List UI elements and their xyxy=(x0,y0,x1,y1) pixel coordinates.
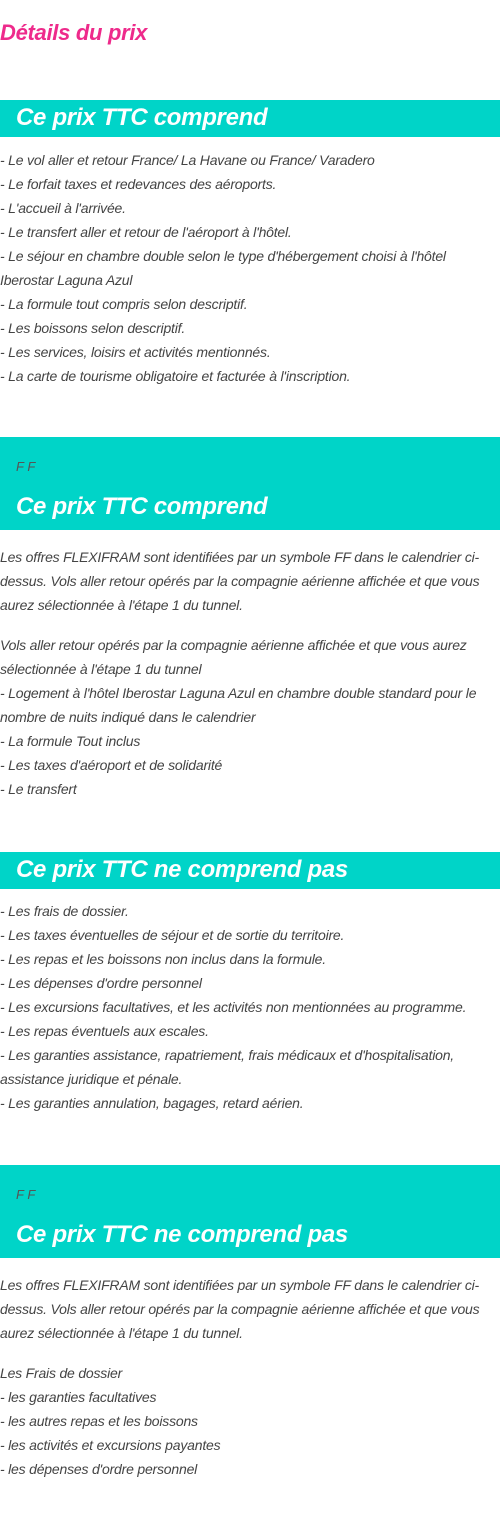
text-line: - La formule Tout inclus xyxy=(0,733,141,749)
section-content xyxy=(0,1273,500,1481)
text-line: - Les taxes éventuelles de séjour et de sortie du territoire. xyxy=(0,927,345,943)
section-heading: Ce prix TTC comprend xyxy=(16,493,268,520)
flexifram-tag: F F xyxy=(16,1187,36,1202)
paragraph xyxy=(0,1273,500,1345)
paragraph xyxy=(0,899,500,1115)
text-line: - Le forfait taxes et redevances des aéroports. xyxy=(0,176,277,192)
section-flexifram-excludes xyxy=(0,1165,500,1481)
text-line: Vols aller retour opérés par la compagnie aérienne affichée et que vous aurez xyxy=(0,637,467,653)
text-line: - L'accueil à l'arrivée. xyxy=(0,200,126,216)
section-content xyxy=(0,148,500,388)
text-line: - Les repas et les boissons non inclus dans la formule. xyxy=(0,951,326,967)
text-line: - Les excursions facultatives, et les activités non mentionnées au programme. xyxy=(0,999,467,1015)
section-banner xyxy=(0,1165,500,1258)
page-title: Détails du prix xyxy=(0,20,148,45)
text-line: dessus. Vols aller retour opérés par la compagnie aérienne affichée et que vous xyxy=(0,1301,480,1317)
text-line: - La formule tout compris selon descriptif. xyxy=(0,296,248,312)
text-line: - Les frais de dossier. xyxy=(0,903,129,919)
text-line: Les offres FLEXIFRAM sont identifiées par un symbole FF dans le calendrier ci- xyxy=(0,549,480,565)
text-line: dessus. Vols aller retour opérés par la compagnie aérienne affichée et que vous xyxy=(0,573,480,589)
text-line: - Le vol aller et retour France/ La Havane ou France/ Varadero xyxy=(0,152,375,168)
text-line: - les dépenses d'ordre personnel xyxy=(0,1461,198,1477)
text-line: - Le séjour en chambre double selon le type d'hébergement choisi à l'hôtel xyxy=(0,248,446,264)
paragraph xyxy=(0,1361,500,1481)
text-line: aurez sélectionnée à l'étape 1 du tunnel. xyxy=(0,1325,243,1341)
section-heading: Ce prix TTC ne comprend pas xyxy=(16,856,348,883)
section-banner xyxy=(0,100,500,137)
text-line: - Les dépenses d'ordre personnel xyxy=(0,975,202,991)
text-line: - Les services, loisirs et activités mentionnés. xyxy=(0,344,271,360)
text-line: assistance juridique et pénale. xyxy=(0,1071,183,1087)
text-line: - les garanties facultatives xyxy=(0,1389,157,1405)
text-line: - Le transfert aller et retour de l'aéroport à l'hôtel. xyxy=(0,224,292,240)
paragraph xyxy=(0,633,500,801)
text-line: nombre de nuits indiqué dans le calendrier xyxy=(0,709,256,725)
text-line: Les offres FLEXIFRAM sont identifiées par un symbole FF dans le calendrier ci- xyxy=(0,1277,480,1293)
text-line: - Les garanties assistance, rapatriement, frais médicaux et d'hospitalisation, xyxy=(0,1047,454,1063)
section-content xyxy=(0,899,500,1115)
section-heading: Ce prix TTC comprend xyxy=(16,104,268,131)
text-line: - les activités et excursions payantes xyxy=(0,1437,221,1453)
text-line: - Le transfert xyxy=(0,781,77,797)
text-line: - Les garanties annulation, bagages, retard aérien. xyxy=(0,1095,304,1111)
text-line: aurez sélectionnée à l'étape 1 du tunnel. xyxy=(0,597,243,613)
text-line: - Les taxes d'aéroport et de solidarité xyxy=(0,757,223,773)
text-line: - Logement à l'hôtel Iberostar Laguna Azul en chambre double standard pour le xyxy=(0,685,477,701)
text-line: sélectionnée à l'étape 1 du tunnel xyxy=(0,661,202,677)
text-line: - Les repas éventuels aux escales. xyxy=(0,1023,209,1039)
section-includes xyxy=(0,100,500,388)
paragraph xyxy=(0,545,500,617)
section-content xyxy=(0,545,500,801)
paragraph xyxy=(0,148,500,388)
text-line: Les Frais de dossier xyxy=(0,1365,123,1381)
text-line: - Les boissons selon descriptif. xyxy=(0,320,186,336)
section-flexifram-includes xyxy=(0,437,500,801)
flexifram-tag: F F xyxy=(16,459,36,474)
text-line: Iberostar Laguna Azul xyxy=(0,272,133,288)
text-line: - les autres repas et les boissons xyxy=(0,1413,198,1429)
section-banner xyxy=(0,852,500,889)
section-heading: Ce prix TTC ne comprend pas xyxy=(16,1221,348,1248)
section-banner xyxy=(0,437,500,530)
text-line: - La carte de tourisme obligatoire et facturée à l'inscription. xyxy=(0,368,351,384)
section-excludes xyxy=(0,852,500,1115)
